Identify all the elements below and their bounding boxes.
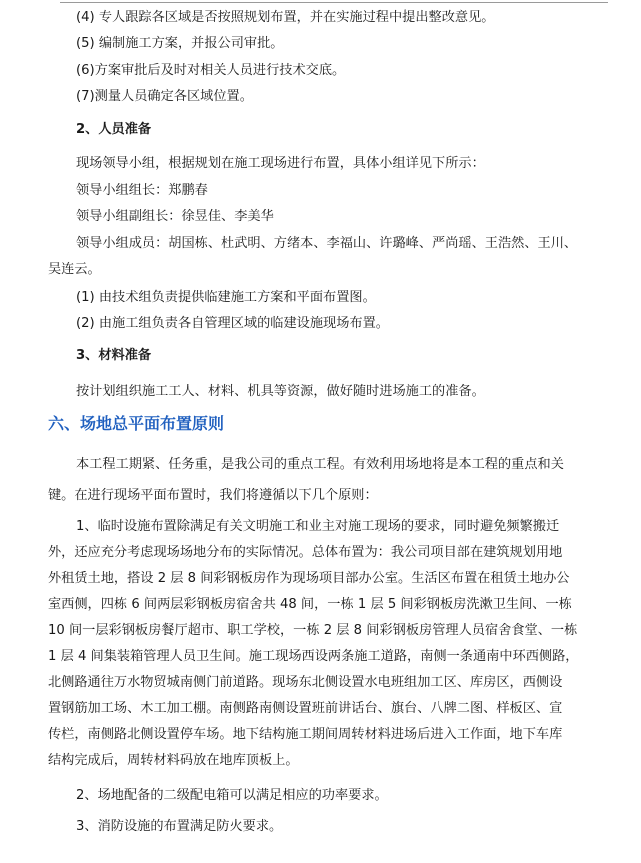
team-members-line2: 吴连云。 xyxy=(48,262,101,277)
heading-materials: 3、材料准备 xyxy=(76,348,152,363)
personnel-item-2: (2) 由施工组负责各自管理区域的临建设施现场布置。 xyxy=(76,316,389,331)
principle-1-line: 北侧路通往万水物贸城南侧门前道路。现场东北侧设置水电班组加工区、库房区，西侧设 xyxy=(48,675,563,690)
principle-1-line: 传栏，南侧路北侧设置停车场。地下结构施工期间周转材料进场后进入工作面，地下车库 xyxy=(48,727,563,742)
principle-1-line: 置钢筋加工场、木工加工棚。南侧路南侧设置班前讲话台、旗台、八牌二图、样板区、宣 xyxy=(48,701,563,716)
principle-1-line: 1 层 4 间集装箱管理人员卫生间。施工现场西设两条施工道路，南侧一条通南中环西侧路， xyxy=(48,649,579,664)
section-heading-six: 六、场地总平面布置原则 xyxy=(48,414,225,433)
intro-line-2: 键。在进行现场平面布置时，我们将遵循以下几个原则： xyxy=(48,488,378,503)
intro-line-1: 本工程工期紧、任务重，是我公司的重点工程。有效利用场地将是本工程的重点和关 xyxy=(76,457,564,472)
team-members-line1: 领导小组成员：胡国栋、杜武明、方绪本、李福山、许璐峰、严尚瑶、王浩然、王川、 xyxy=(76,236,578,251)
principle-1-line: 外，还应充分考虑现场场地分布的实际情况。总体布置为：我公司项目部在建筑规划用地 xyxy=(48,545,563,560)
principle-1-line: 室西侧，四栋 6 间两层彩钢板房宿舍共 48 间，一栋 1 层 5 间彩钢板房洗漱卫生间、一栋 xyxy=(48,597,572,612)
list-item-7: (7)测量人员确定各区域位置。 xyxy=(76,89,253,104)
list-item-4: (4) 专人跟踪各区域是否按照规划布置，并在实施过程中提出整改意见。 xyxy=(76,10,495,25)
header-rule xyxy=(60,2,608,3)
heading-personnel: 2、人员准备 xyxy=(76,122,152,137)
personnel-item-1: (1) 由技术组负责提供临建施工方案和平面布置图。 xyxy=(76,290,376,305)
principle-1-line: 外租赁土地，搭设 2 层 8 间彩钢板房作为现场项目部办公室。生活区布置在租赁土地办公 xyxy=(48,571,570,586)
principle-3: 3、消防设施的布置满足防火要求。 xyxy=(76,819,283,834)
principle-1-line: 1、临时设施布置除满足有关文明施工和业主对施工现场的要求，同时避免频繁搬迁 xyxy=(76,519,560,534)
personnel-intro: 现场领导小组，根据规划在施工现场进行布置，具体小组详见下所示： xyxy=(76,156,485,171)
list-item-5: (5) 编制施工方案，并报公司审批。 xyxy=(76,36,284,51)
principle-1-line: 10 间一层彩钢板房餐厅超市、职工学校，一栋 2 层 8 间彩钢板房管理人员宿舍食堂、一栋 xyxy=(48,623,578,638)
principle-1-line: 结构完成后，周转材料码放在地库顶板上。 xyxy=(48,753,299,768)
principle-2: 2、场地配备的二级配电箱可以满足相应的功率要求。 xyxy=(76,788,388,803)
team-deputy: 领导小组副组长：徐昱佳、李美华 xyxy=(76,209,274,224)
materials-text: 按计划组织施工工人、材料、机具等资源，做好随时进场施工的准备。 xyxy=(76,384,485,399)
team-leader: 领导小组组长：郑鹏春 xyxy=(76,183,208,198)
list-item-6: (6)方案审批后及时对相关人员进行技术交底。 xyxy=(76,63,346,78)
